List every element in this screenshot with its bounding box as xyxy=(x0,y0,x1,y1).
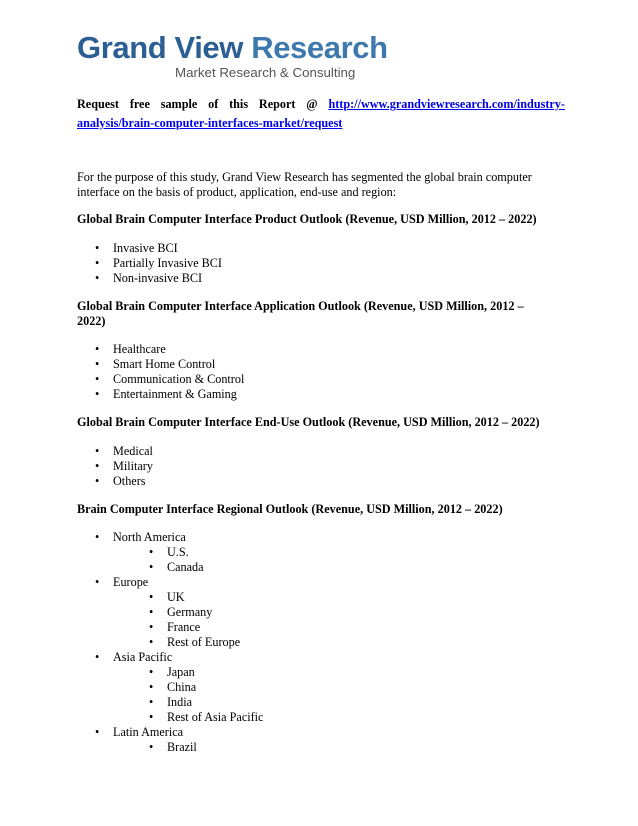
list-item-country: • Germany xyxy=(149,605,263,620)
list-item-country: • Rest of Asia Pacific xyxy=(149,710,263,725)
regional-list xyxy=(95,530,263,755)
region-name: Latin America xyxy=(113,725,184,739)
request-word: free xyxy=(129,97,150,111)
list-item-region xyxy=(95,725,263,755)
request-word: Report xyxy=(258,97,296,111)
product-list xyxy=(95,241,222,286)
end-use-list xyxy=(95,444,153,489)
country-list xyxy=(113,740,263,755)
country-list xyxy=(113,545,263,575)
request-word: sample xyxy=(160,97,198,111)
list-item: • Invasive BCI xyxy=(95,241,222,256)
end-use-outlook-heading: Global Brain Computer Interface End-Use Outlook (Revenue, USD Million, 2012 – 2022) xyxy=(77,415,540,429)
country-list xyxy=(113,590,263,650)
request-word: this xyxy=(229,97,249,111)
heading-line: 2022) xyxy=(77,314,106,328)
list-item: • Partially Invasive BCI xyxy=(95,256,222,271)
list-item-country: • U.S. xyxy=(149,545,263,560)
list-item: • Smart Home Control xyxy=(95,357,244,372)
list-item: • Military xyxy=(95,459,153,474)
request-sample-link-continued[interactable]: analysis/brain-computer-interfaces-market/request xyxy=(77,116,343,130)
country-list xyxy=(113,665,263,725)
region-name: Europe xyxy=(113,575,149,589)
request-sample-paragraph xyxy=(77,95,565,133)
request-word: @ xyxy=(306,97,318,111)
heading-line: Global Brain Computer Interface Application Outlook (Revenue, USD Million, 2012 – xyxy=(77,299,524,313)
list-item: • Medical xyxy=(95,444,153,459)
list-item: • Communication & Control xyxy=(95,372,244,387)
company-logo xyxy=(77,30,388,82)
request-word: of xyxy=(208,97,219,111)
list-item-country: • Canada xyxy=(149,560,263,575)
list-item-country: • Rest of Europe xyxy=(149,635,263,650)
list-item-country: • China xyxy=(149,680,263,695)
application-list xyxy=(95,342,244,402)
request-word: Request xyxy=(77,97,119,111)
list-item-region xyxy=(95,530,263,575)
list-item: • Entertainment & Gaming xyxy=(95,387,244,402)
list-item-country: • France xyxy=(149,620,263,635)
product-outlook-heading: Global Brain Computer Interface Product Outlook (Revenue, USD Million, 2012 – 2022) xyxy=(77,212,537,226)
intro-paragraph: For the purpose of this study, Grand View Research has segmented the global brain computer interface on the basis of product, application, end-use and region: xyxy=(77,170,532,199)
application-outlook-heading xyxy=(77,299,565,329)
list-item-country: • India xyxy=(149,695,263,710)
region-name: North America xyxy=(113,530,186,544)
list-item-country: • UK xyxy=(149,590,263,605)
regional-outlook-heading: Brain Computer Interface Regional Outlook (Revenue, USD Million, 2012 – 2022) xyxy=(77,502,503,516)
list-item: • Non-invasive BCI xyxy=(95,271,222,286)
list-item-country: • Japan xyxy=(149,665,263,680)
list-item: • Healthcare xyxy=(95,342,244,357)
request-sample-link[interactable]: http://www.grandviewresearch.com/industry- xyxy=(328,97,565,111)
list-item-country: • Brazil xyxy=(149,740,263,755)
region-name: Asia Pacific xyxy=(113,650,173,664)
logo-wordmark: Grand View Research xyxy=(77,30,388,65)
list-item-region xyxy=(95,575,263,650)
logo-tagline: Market Research & Consulting xyxy=(175,65,356,80)
list-item: • Others xyxy=(95,474,153,489)
list-item-region xyxy=(95,650,263,725)
